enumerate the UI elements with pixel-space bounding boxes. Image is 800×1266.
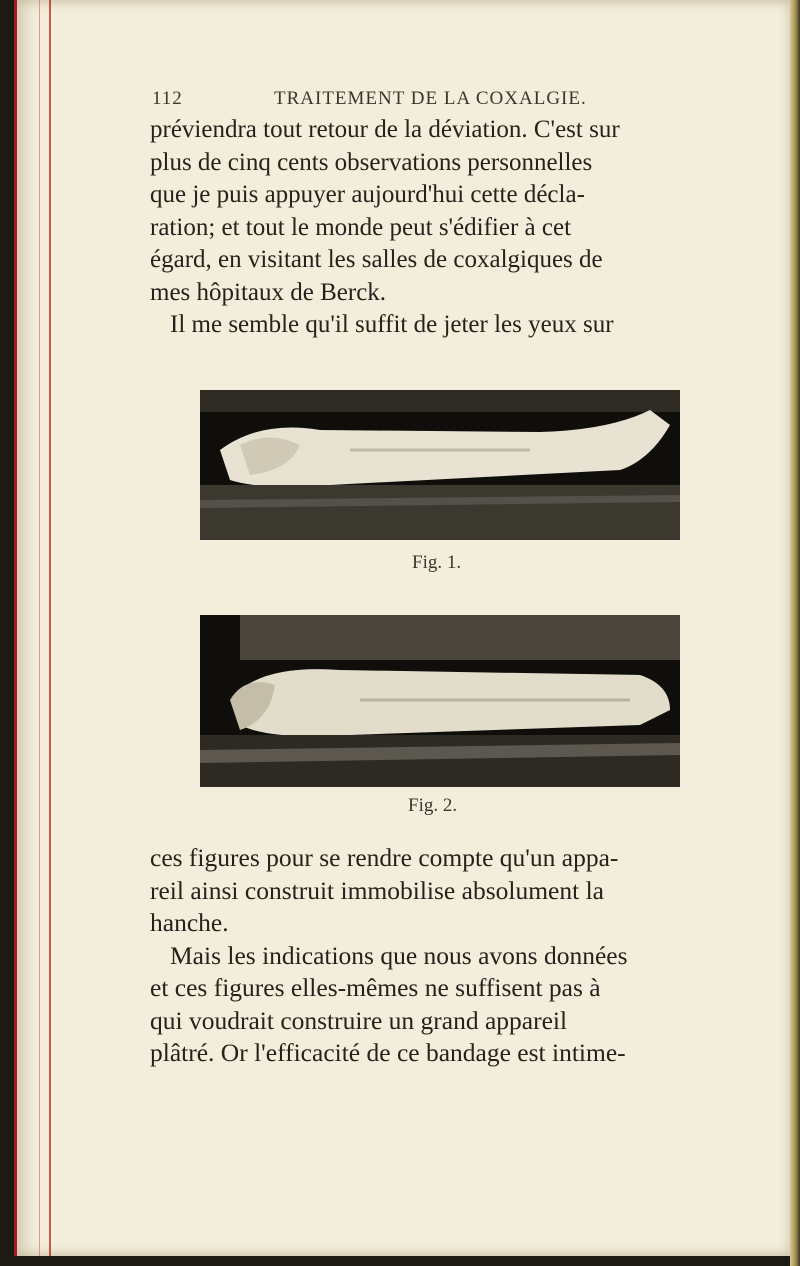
running-title: TRAITEMENT DE LA COXALGIE. — [274, 88, 587, 109]
text-line: Mais les indications que nous avons données — [170, 940, 628, 970]
text-line: et ces figures elles-mêmes ne suffisent pas à — [150, 973, 601, 1002]
paragraph-top — [150, 114, 740, 342]
text-line: plus de cinq cents observations personnelles — [150, 148, 593, 176]
patient-plaster-cast-photo-1 — [200, 390, 680, 540]
running-header — [152, 88, 712, 114]
figure-2-photo — [200, 615, 680, 787]
text-line: ces figures pour se rendre compte qu'un appa- — [150, 843, 619, 872]
figure-2-caption: Fig. 2. — [408, 795, 458, 816]
text-line: que je puis appuyer aujourd'hui cette décla- — [150, 181, 585, 208]
text-line: Il me semble qu'il suffit de jeter les yeux sur — [170, 311, 614, 338]
margin-rule-inner — [49, 0, 51, 1256]
page-number: 112 — [152, 88, 183, 109]
text-line: plâtré. Or l'efficacité de ce bandage est intime- — [150, 1038, 626, 1067]
text-line: hanche. — [150, 908, 229, 937]
text-line: mes hôpitaux de Berck. — [150, 278, 387, 306]
figure-1-photo — [200, 390, 680, 540]
text-line: qui voudrait construire un grand appareil — [150, 1005, 568, 1035]
paragraph-bottom — [150, 842, 740, 1070]
page-edge — [790, 0, 800, 1266]
text-line: égard, en visitant les salles de coxalgiques de — [150, 246, 603, 273]
margin-rule-outer — [39, 0, 40, 1256]
text-line: ration; et tout le monde peut s'édifier à cet — [150, 213, 572, 241]
patient-plaster-cast-photo-2 — [200, 615, 680, 787]
text-line: préviendra tout retour de la déviation. C'est sur — [150, 116, 620, 143]
figure-1-caption: Fig. 1. — [412, 552, 462, 573]
text-line: reil ainsi construit immobilise absolument la — [150, 875, 604, 905]
